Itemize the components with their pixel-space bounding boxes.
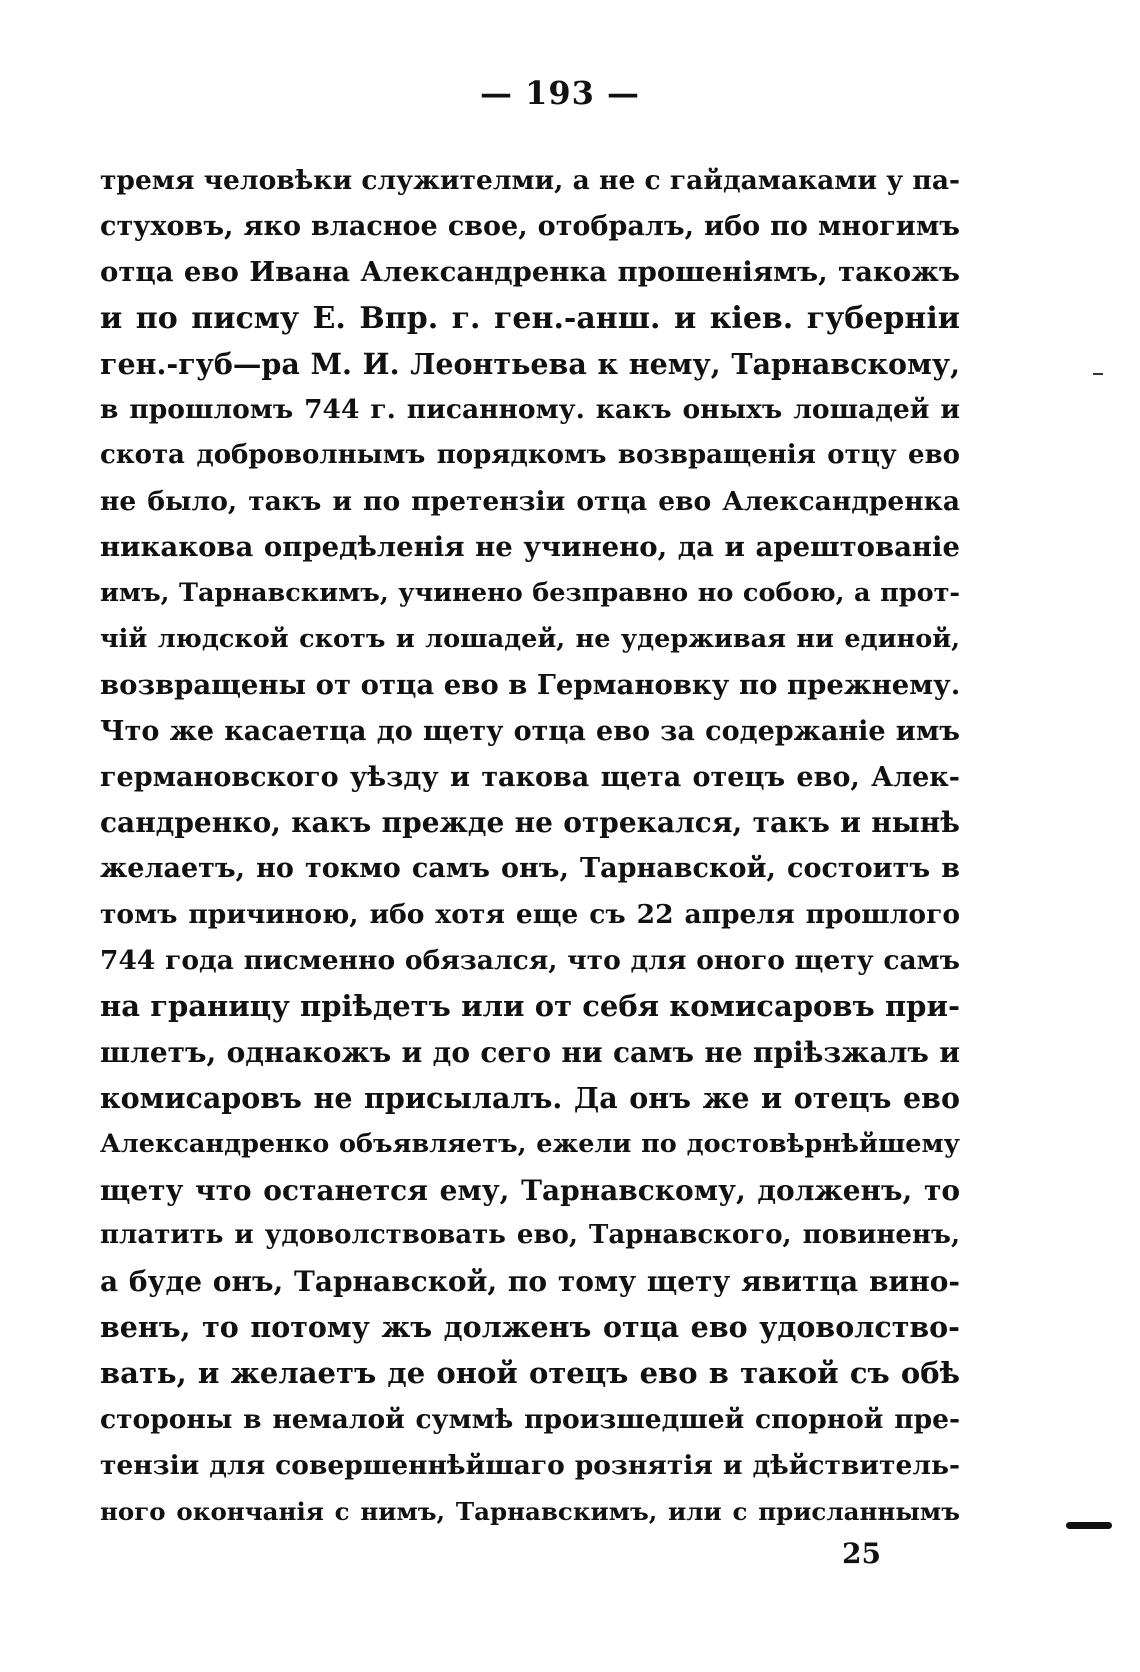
text-line: ген.-губ—ра М. И. Леонтьева к нему, Тарнавскому, — [100, 346, 960, 381]
text-line: ного окончанія с нимъ, Тарнавскимъ, или с присланнымъ — [100, 1496, 960, 1526]
text-line: германовского уѣзду и такова щета отецъ ево, Алек- — [100, 761, 960, 793]
text-line: комисаровъ не присылалъ. Да онъ же и отецъ ево — [100, 1080, 960, 1115]
text-line: возвращены от отца ево в Германовку по прежнему. — [100, 668, 960, 701]
margin-ink-mark — [1066, 1522, 1112, 1529]
text-line: Что же касаетца до щету отца ево за содержаніе имъ — [100, 715, 960, 747]
text-line: на границу прiѣдетъ или от себя комисаровъ при- — [100, 989, 960, 1024]
text-line: вать, и желаетъ де оной отецъ ево в такой съ обѣ — [100, 1356, 960, 1391]
text-line: 744 года писменно обязался, что для оного щету самъ — [100, 945, 960, 977]
text-line: сандренко, какъ прежде не отрекался, такъ и нынѣ — [100, 806, 960, 840]
page-number: — 193 — — [479, 74, 641, 112]
text-line: в прошломъ 744 г. писанному. какъ оныхъ лошадей и — [100, 394, 960, 426]
text-line: отца ево Ивана Александренка прошеніямъ, такожъ — [100, 255, 960, 288]
text-line: стороны в немалой суммѣ произшедшей спорной пре- — [100, 1404, 960, 1436]
text-line: Александренко объявляетъ, ежели по достовѣрнѣйшему — [100, 1128, 960, 1159]
text-line: желаетъ, но токмо самъ онъ, Тарнавской, состоитъ в — [100, 853, 960, 885]
text-line: платить и удоволствовать ево, Тарнавского, повиненъ, — [100, 1220, 960, 1251]
text-line: шлетъ, однакожъ и до сего ни самъ не прiѣзжалъ и — [100, 1035, 960, 1069]
body-text — [100, 158, 960, 1535]
text-line: стуховъ, яко власное свое, отобралъ, ибо по многимъ — [100, 210, 960, 242]
text-line: а буде онъ, Тарнавской, по тому щету явитца вино- — [100, 1265, 960, 1299]
text-line: щету что останется ему, Тарнавскому, долженъ, то — [100, 1173, 960, 1207]
text-line: тремя человѣки служителми, а не с гайдамаками у па- — [100, 165, 960, 196]
text-line: не было, такъ и по претензіи отца ево Александренка — [100, 486, 960, 518]
text-line: тензіи для совершеннѣйшаго рознятія и дѣйствитель- — [100, 1449, 960, 1481]
text-line: венъ, то потому жъ долженъ отца ево удоволство- — [100, 1310, 960, 1345]
text-line: чій людской скотъ и лошадей, не удерживая ни единой, — [100, 623, 960, 654]
margin-dash-mark — [1093, 373, 1103, 375]
text-line: никакова опредѣленія не учинено, да и арештованіе — [100, 531, 960, 564]
signature-mark: 25 — [842, 1537, 881, 1570]
text-line: скота доброволнымъ порядкомъ возвращенія отцу ево — [100, 440, 960, 471]
text-line: и по писму Е. Впр. г. ген.-анш. и кiев. губерніи — [100, 300, 960, 336]
text-line: имъ, Тарнавскимъ, учинено безправно но собою, а прот- — [100, 578, 960, 609]
text-line: томъ причиною, ибо хотя еще съ 22 апреля прошлого — [100, 899, 960, 931]
